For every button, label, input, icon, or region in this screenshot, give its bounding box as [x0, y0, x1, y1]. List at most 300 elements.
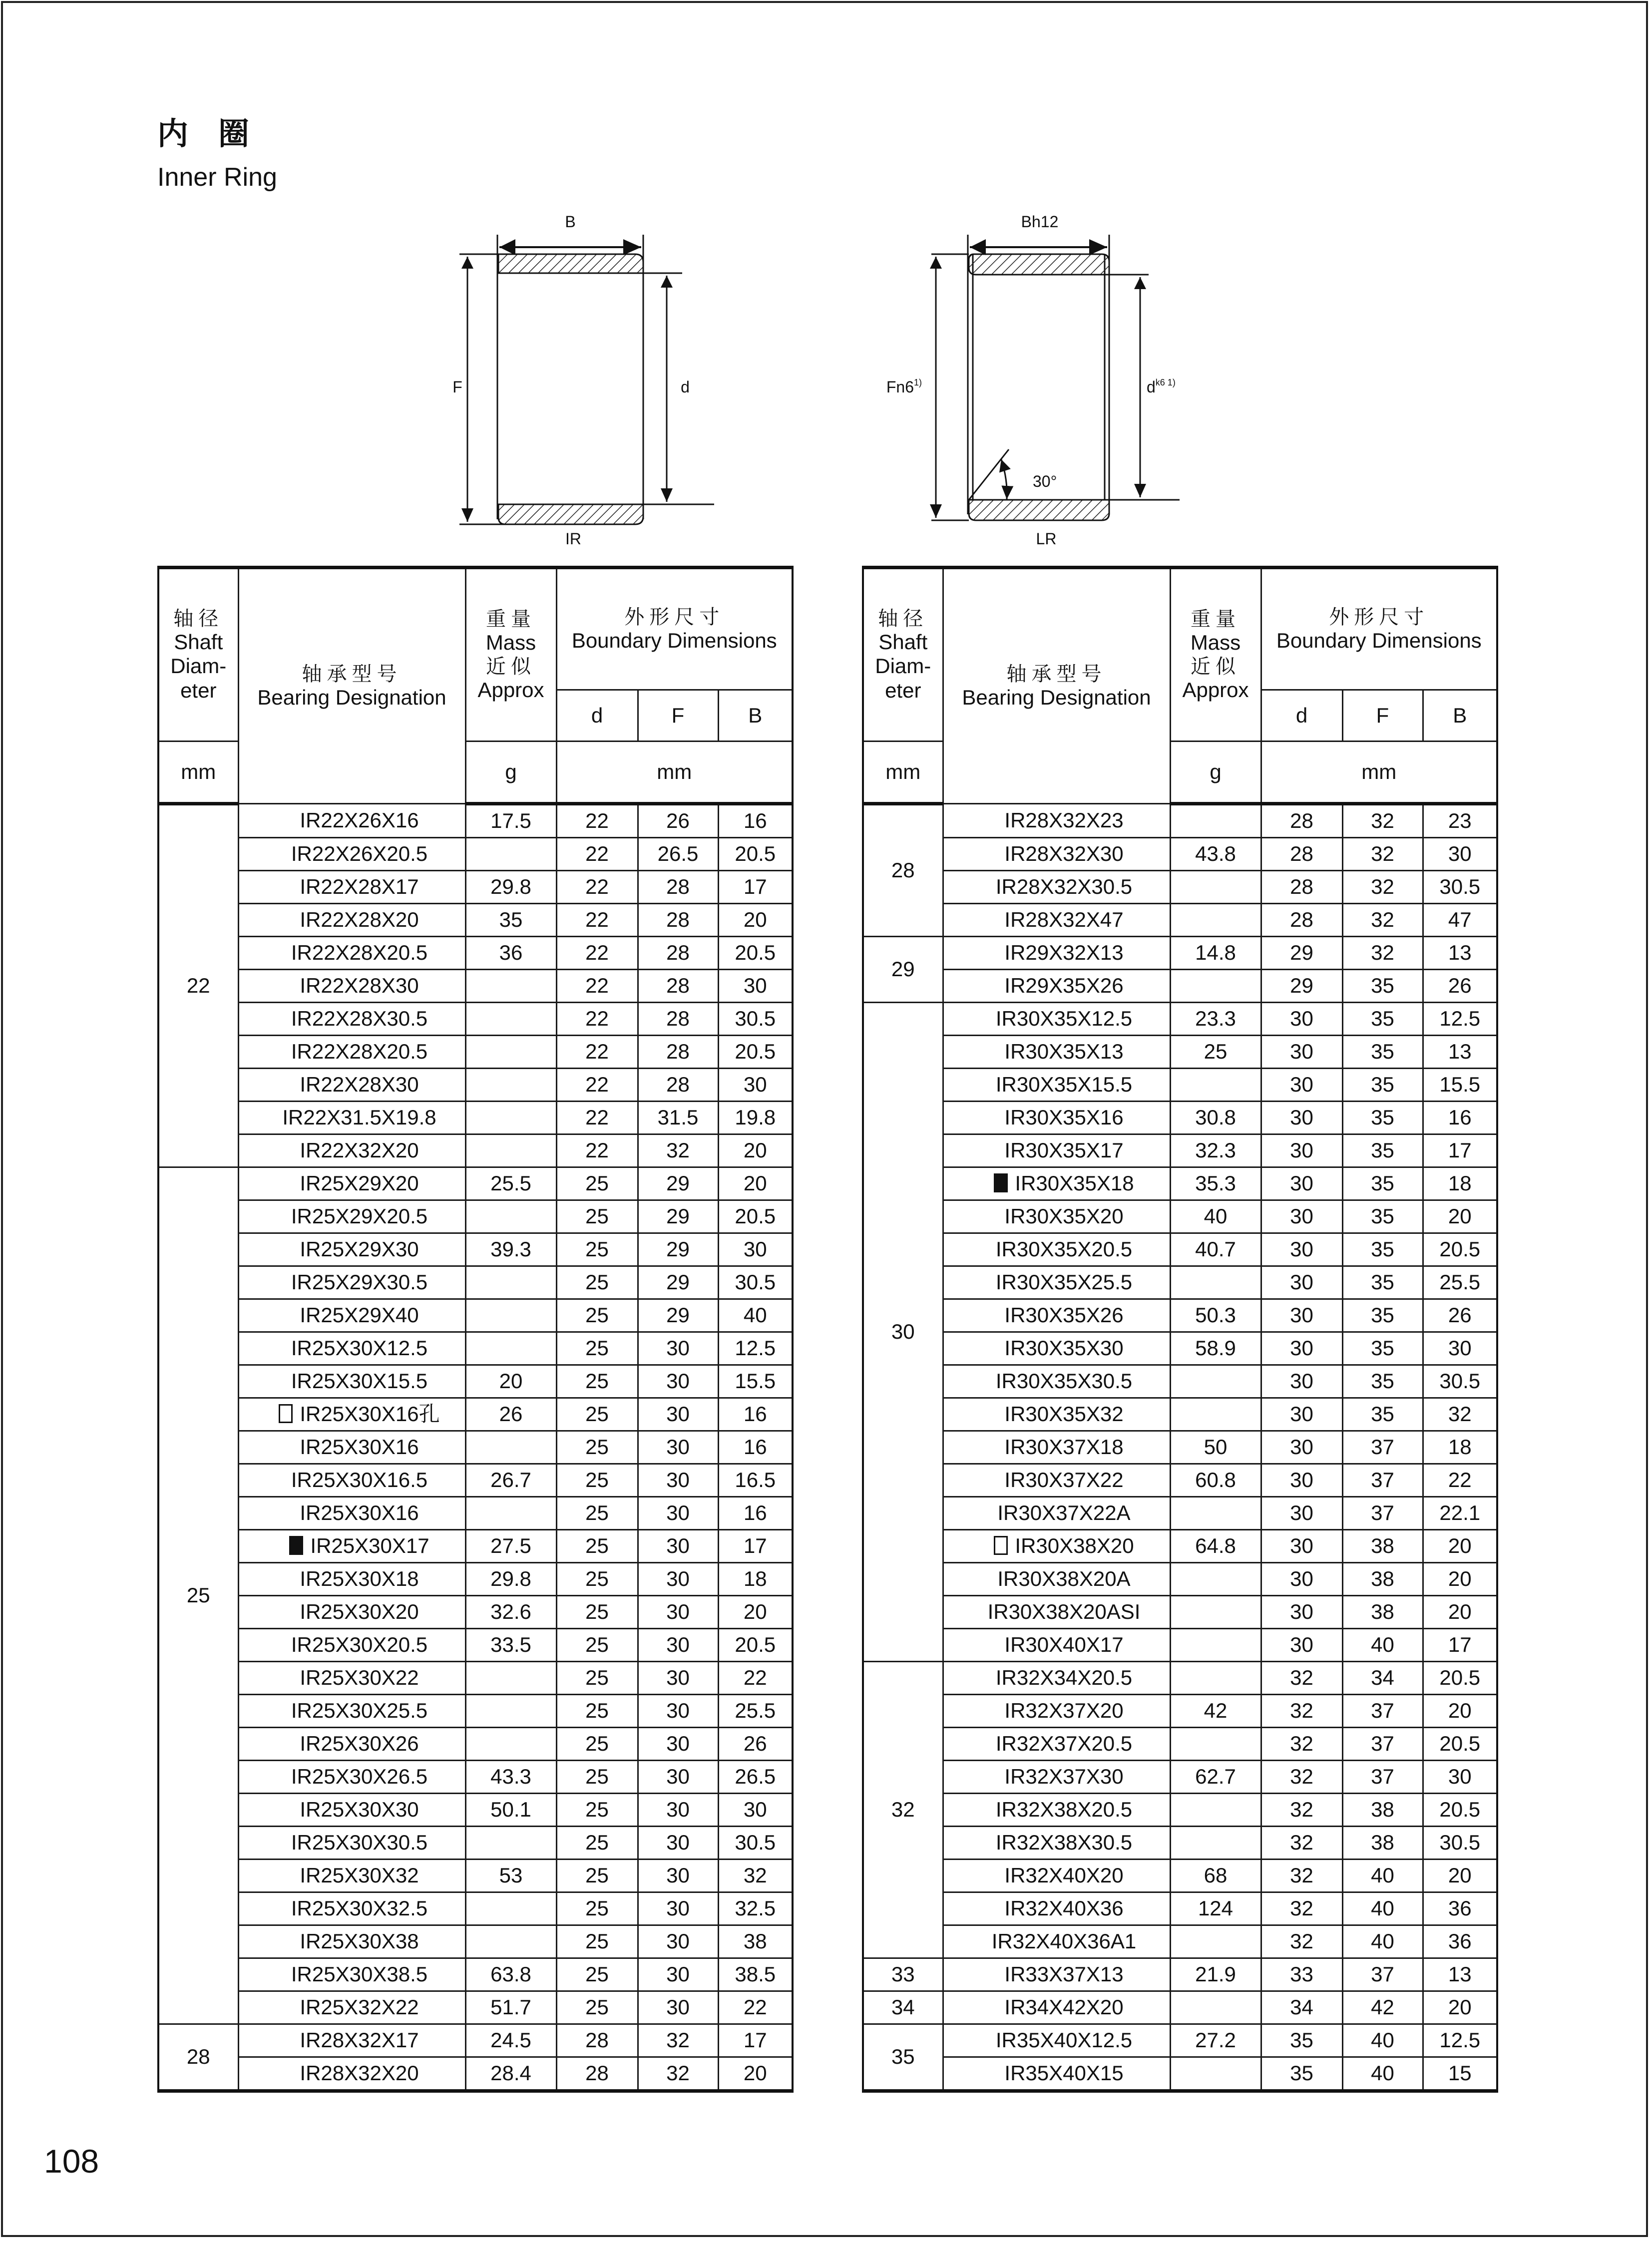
mass-cell: 27.5 — [465, 1530, 556, 1563]
table-row — [863, 1431, 1497, 1464]
mass-cell — [1170, 1991, 1261, 2024]
mass-cell — [1170, 1728, 1261, 1761]
designation-cell — [238, 1596, 465, 1629]
mass-cell: 21.9 — [1170, 1958, 1261, 1991]
designation-cell — [943, 1497, 1170, 1530]
f-cell: 40 — [1342, 2024, 1423, 2057]
designation-text: IR33X37X13 — [1004, 1962, 1124, 1986]
table-row — [863, 1794, 1497, 1827]
designation-text: IR25X30X38 — [300, 1929, 419, 1953]
f-cell: 32 — [1342, 937, 1423, 970]
f-cell: 35 — [1342, 1102, 1423, 1134]
f-cell: 30 — [638, 1332, 718, 1365]
b-cell: 38 — [718, 1925, 793, 1958]
lr-outer-diameter-label: Fn6$^{1)}$ — [886, 377, 922, 396]
mass-cell: 25 — [1170, 1036, 1261, 1069]
designation-text: IR30X35X30.5 — [995, 1369, 1133, 1393]
d-cell: 25 — [556, 1991, 638, 2024]
table-row — [863, 1629, 1497, 1662]
header-d: d — [556, 690, 638, 742]
b-cell: 17 — [718, 2024, 793, 2057]
lr-caption: LR — [1036, 530, 1057, 548]
hollow-square-icon — [279, 1404, 293, 1423]
mass-cell: 64.8 — [1170, 1530, 1261, 1563]
table-row — [863, 1497, 1497, 1530]
designation-text: IR25X29X20 — [300, 1171, 419, 1195]
b-cell: 17 — [1423, 1134, 1497, 1167]
shaft-diameter-cell: 33 — [863, 1958, 943, 1991]
table-row — [158, 2024, 793, 2057]
designation-text: IR34X42X20 — [1004, 1995, 1124, 2019]
header-B: B — [1423, 690, 1497, 742]
designation-cell — [238, 1860, 465, 1892]
header-F: F — [638, 690, 718, 742]
b-cell: 20 — [718, 1167, 793, 1200]
mass-cell: 50.3 — [1170, 1299, 1261, 1332]
d-cell: 32 — [1261, 1860, 1342, 1892]
f-cell: 30 — [638, 1365, 718, 1398]
mass-cell: 124 — [1170, 1892, 1261, 1925]
designation-cell — [943, 804, 1170, 838]
designation-cell — [238, 871, 465, 904]
designation-text: IR30X40X17 — [1004, 1633, 1124, 1657]
mass-cell — [465, 1662, 556, 1695]
lr-diagram — [886, 213, 1180, 548]
b-cell: 12.5 — [718, 1332, 793, 1365]
d-cell: 32 — [1261, 1794, 1342, 1827]
b-cell: 20.5 — [1423, 1728, 1497, 1761]
designation-text: IR30X38X20A — [997, 1567, 1131, 1591]
shaft-diameter-cell: 28 — [158, 2024, 238, 2091]
d-cell: 30 — [1261, 1003, 1342, 1036]
f-cell: 35 — [1342, 1398, 1423, 1431]
f-cell: 37 — [1342, 1728, 1423, 1761]
table-row — [863, 1200, 1497, 1233]
table-row — [863, 871, 1497, 904]
mass-cell — [465, 1695, 556, 1728]
mass-cell — [465, 1925, 556, 1958]
f-cell: 35 — [1342, 970, 1423, 1003]
d-cell: 30 — [1261, 1530, 1342, 1563]
f-cell: 30 — [638, 1794, 718, 1827]
f-cell: 31.5 — [638, 1102, 718, 1134]
table-row — [863, 1299, 1497, 1332]
table-row — [863, 1003, 1497, 1036]
f-cell: 28 — [638, 970, 718, 1003]
d-cell: 25 — [556, 1958, 638, 1991]
designation-cell — [238, 1102, 465, 1134]
designation-text: IR30X35X25.5 — [995, 1270, 1133, 1294]
ir-diagram — [452, 213, 714, 548]
designation-text: IR25X30X16 — [300, 1501, 419, 1525]
f-cell: 35 — [1342, 1167, 1423, 1200]
header-mass: 重量 Mass 近似 Approx — [1170, 568, 1261, 742]
f-cell: 32 — [638, 2057, 718, 2091]
d-cell: 30 — [1261, 1464, 1342, 1497]
table-row — [863, 838, 1497, 871]
header-bearing-designation: 轴承型号 Bearing Designation — [943, 568, 1170, 804]
designation-text: IR32X40X36 — [1004, 1896, 1124, 1920]
table-row — [158, 1069, 793, 1102]
b-cell: 15.5 — [718, 1365, 793, 1398]
d-cell: 25 — [556, 1860, 638, 1892]
designation-cell — [238, 1563, 465, 1596]
d-cell: 25 — [556, 1365, 638, 1398]
designation-cell — [238, 1991, 465, 2024]
designation-text: IR25X30X30.5 — [291, 1831, 428, 1855]
b-cell: 20 — [718, 2057, 793, 2091]
table-row — [158, 970, 793, 1003]
d-cell: 30 — [1261, 1497, 1342, 1530]
table-row — [158, 1925, 793, 1958]
mass-cell: 33.5 — [465, 1629, 556, 1662]
designation-cell — [238, 1662, 465, 1695]
designation-cell — [238, 838, 465, 871]
designation-text: IR32X37X20 — [1004, 1699, 1124, 1723]
designation-cell — [943, 1827, 1170, 1860]
f-cell: 30 — [638, 1464, 718, 1497]
f-cell: 38 — [1342, 1530, 1423, 1563]
d-cell: 25 — [556, 1398, 638, 1431]
table-row — [158, 1892, 793, 1925]
b-cell: 30 — [718, 1069, 793, 1102]
b-cell: 13 — [1423, 1958, 1497, 1991]
mass-cell: 58.9 — [1170, 1332, 1261, 1365]
filled-square-icon — [289, 1536, 303, 1555]
f-cell: 35 — [1342, 1134, 1423, 1167]
designation-text: IR25X29X40 — [300, 1303, 419, 1327]
d-cell: 30 — [1261, 1299, 1342, 1332]
d-cell: 30 — [1261, 1167, 1342, 1200]
table-row — [158, 1233, 793, 1266]
d-cell: 30 — [1261, 1233, 1342, 1266]
designation-cell — [943, 904, 1170, 937]
designation-text: IR25X30X25.5 — [291, 1699, 428, 1723]
b-cell: 30.5 — [1423, 1365, 1497, 1398]
f-cell: 32 — [1342, 871, 1423, 904]
designation-text: IR22X26X20.5 — [291, 842, 428, 866]
mass-cell — [1170, 1365, 1261, 1398]
designation-text: IR25X29X20.5 — [291, 1204, 428, 1228]
mass-cell — [465, 1003, 556, 1036]
header-F: F — [1342, 690, 1423, 742]
mass-cell — [1170, 1596, 1261, 1629]
table-row — [863, 1662, 1497, 1695]
table-row — [863, 1827, 1497, 1860]
mass-cell: 50.1 — [465, 1794, 556, 1827]
b-cell: 19.8 — [718, 1102, 793, 1134]
designation-cell — [943, 1991, 1170, 2024]
d-cell: 25 — [556, 1332, 638, 1365]
f-cell: 29 — [638, 1266, 718, 1299]
header-bearing-designation: 轴承型号 Bearing Designation — [238, 568, 465, 804]
d-cell: 28 — [1261, 871, 1342, 904]
designation-text: IR25X30X38.5 — [291, 1962, 428, 1986]
b-cell: 20 — [1423, 1860, 1497, 1892]
designation-cell — [943, 1069, 1170, 1102]
d-cell: 32 — [1261, 1695, 1342, 1728]
f-cell: 40 — [1342, 2057, 1423, 2091]
d-cell: 29 — [1261, 937, 1342, 970]
mass-cell: 25.5 — [465, 1167, 556, 1200]
d-cell: 22 — [556, 937, 638, 970]
designation-cell — [238, 1167, 465, 1200]
table-row — [158, 1794, 793, 1827]
table-row — [158, 1464, 793, 1497]
mass-cell — [1170, 1563, 1261, 1596]
designation-text: IR25X30X32 — [300, 1864, 419, 1887]
d-cell: 25 — [556, 1892, 638, 1925]
f-cell: 35 — [1342, 1003, 1423, 1036]
designation-cell — [943, 1925, 1170, 1958]
designation-cell — [238, 1629, 465, 1662]
table-row — [158, 1003, 793, 1036]
table-body — [158, 804, 793, 2091]
mass-cell: 62.7 — [1170, 1761, 1261, 1794]
f-cell: 35 — [1342, 1200, 1423, 1233]
f-cell: 28 — [638, 871, 718, 904]
designation-cell — [943, 1958, 1170, 1991]
designation-cell — [238, 1365, 465, 1398]
designation-text: IR28X32X20 — [300, 2061, 419, 2085]
b-cell: 30.5 — [1423, 871, 1497, 904]
table-row — [158, 1958, 793, 1991]
b-cell: 20.5 — [1423, 1794, 1497, 1827]
table-row — [863, 937, 1497, 970]
designation-text: IR25X30X16.5 — [291, 1468, 428, 1492]
designation-cell — [943, 1563, 1170, 1596]
b-cell: 17 — [718, 871, 793, 904]
f-cell: 26.5 — [638, 838, 718, 871]
table-row — [863, 1991, 1497, 2024]
mass-cell: 32.6 — [465, 1596, 556, 1629]
designation-text: IR30X35X30 — [1004, 1336, 1124, 1360]
designation-text: IR22X31.5X19.8 — [282, 1106, 436, 1129]
designation-cell — [943, 1596, 1170, 1629]
mass-cell — [1170, 2057, 1261, 2091]
table-row — [158, 1695, 793, 1728]
designation-text: IR22X28X20 — [300, 908, 419, 932]
b-cell: 30 — [1423, 1761, 1497, 1794]
d-cell: 22 — [556, 970, 638, 1003]
designation-text: IR25X30X20 — [300, 1600, 419, 1624]
mass-cell: 43.3 — [465, 1761, 556, 1794]
mass-cell — [1170, 1398, 1261, 1431]
designation-text: IR25X30X15.5 — [291, 1369, 428, 1393]
inner-ring-table-right — [862, 566, 1498, 2093]
designation-text: IR28X32X30 — [1004, 842, 1124, 866]
b-cell: 47 — [1423, 904, 1497, 937]
b-cell: 18 — [1423, 1431, 1497, 1464]
mass-cell: 60.8 — [1170, 1464, 1261, 1497]
f-cell: 32 — [638, 1134, 718, 1167]
table-row — [158, 1991, 793, 2024]
d-cell: 30 — [1261, 1563, 1342, 1596]
mass-cell: 24.5 — [465, 2024, 556, 2057]
mass-cell: 42 — [1170, 1695, 1261, 1728]
b-cell: 30 — [718, 970, 793, 1003]
designation-cell — [943, 1167, 1170, 1200]
table-row — [863, 1036, 1497, 1069]
designation-cell — [238, 1794, 465, 1827]
f-cell: 30 — [638, 1662, 718, 1695]
shaft-diameter-cell: 29 — [863, 937, 943, 1003]
d-cell: 25 — [556, 1827, 638, 1860]
designation-cell — [943, 1398, 1170, 1431]
d-cell: 30 — [1261, 1398, 1342, 1431]
b-cell: 16 — [718, 804, 793, 838]
mass-cell — [465, 1134, 556, 1167]
mass-cell — [465, 1827, 556, 1860]
b-cell: 20 — [718, 1596, 793, 1629]
table-row — [158, 1662, 793, 1695]
f-cell: 38 — [1342, 1794, 1423, 1827]
d-cell: 25 — [556, 1662, 638, 1695]
designation-cell — [943, 1003, 1170, 1036]
designation-cell — [238, 937, 465, 970]
mass-cell: 40 — [1170, 1200, 1261, 1233]
designation-text: IR25X30X12.5 — [291, 1336, 428, 1360]
mass-cell — [465, 1299, 556, 1332]
lr-inner-diameter-label: $d^{k6 1)}$ — [1147, 377, 1176, 396]
designation-cell — [943, 1332, 1170, 1365]
f-cell: 37 — [1342, 1431, 1423, 1464]
f-cell: 30 — [638, 1860, 718, 1892]
b-cell: 32 — [1423, 1398, 1497, 1431]
mass-cell: 63.8 — [465, 1958, 556, 1991]
designation-cell — [943, 1464, 1170, 1497]
table-row — [158, 1200, 793, 1233]
designation-cell — [238, 1134, 465, 1167]
designation-text: IR22X28X30.5 — [291, 1007, 428, 1031]
table-row — [863, 1069, 1497, 1102]
ir-outer-diameter-label: F — [452, 378, 462, 396]
designation-cell — [943, 1629, 1170, 1662]
d-cell: 30 — [1261, 1134, 1342, 1167]
designation-text: IR29X32X13 — [1004, 941, 1124, 965]
d-cell: 22 — [556, 871, 638, 904]
header-boundary-dimensions: 外形尺寸 Boundary Dimensions — [556, 568, 793, 690]
designation-cell — [238, 1497, 465, 1530]
b-cell: 18 — [718, 1563, 793, 1596]
table-row — [863, 1102, 1497, 1134]
table-row — [863, 1530, 1497, 1563]
table-body — [863, 804, 1497, 2091]
b-cell: 20 — [1423, 1530, 1497, 1563]
mass-cell: 40.7 — [1170, 1233, 1261, 1266]
table-row — [863, 1925, 1497, 1958]
f-cell: 30 — [638, 1629, 718, 1662]
table-row — [158, 1167, 793, 1200]
b-cell: 13 — [1423, 1036, 1497, 1069]
d-cell: 25 — [556, 1431, 638, 1464]
shaft-diameter-cell: 34 — [863, 1991, 943, 2024]
mass-cell — [465, 1102, 556, 1134]
b-cell: 22 — [718, 1991, 793, 2024]
b-cell: 32.5 — [718, 1892, 793, 1925]
d-cell: 25 — [556, 1530, 638, 1563]
designation-cell — [238, 1069, 465, 1102]
table-row — [158, 1134, 793, 1167]
table-row — [863, 1695, 1497, 1728]
d-cell: 30 — [1261, 1102, 1342, 1134]
designation-suffix: 孔 — [418, 1402, 440, 1427]
designation-text: IR32X34X20.5 — [995, 1666, 1133, 1690]
f-cell: 40 — [1342, 1629, 1423, 1662]
b-cell: 15 — [1423, 2057, 1497, 2091]
designation-text: IR28X32X47 — [1004, 908, 1124, 932]
d-cell: 22 — [556, 904, 638, 937]
designation-cell — [943, 2057, 1170, 2091]
mass-cell — [1170, 871, 1261, 904]
designation-cell — [943, 1365, 1170, 1398]
designation-text: IR32X37X20.5 — [995, 1732, 1133, 1756]
table-row — [863, 1332, 1497, 1365]
f-cell: 30 — [638, 1958, 718, 1991]
table-row — [158, 1530, 793, 1563]
d-cell: 25 — [556, 1266, 638, 1299]
table-row — [863, 1728, 1497, 1761]
d-cell: 22 — [556, 1102, 638, 1134]
b-cell: 18 — [1423, 1167, 1497, 1200]
designation-cell — [238, 804, 465, 838]
designation-cell — [943, 1530, 1170, 1563]
designation-cell — [943, 1761, 1170, 1794]
b-cell: 36 — [1423, 1892, 1497, 1925]
mass-cell — [1170, 1827, 1261, 1860]
d-cell: 30 — [1261, 1596, 1342, 1629]
table-row — [158, 1596, 793, 1629]
designation-text: IR25X30X32.5 — [291, 1896, 428, 1920]
b-cell: 20 — [1423, 1596, 1497, 1629]
f-cell: 30 — [638, 1892, 718, 1925]
table-row — [158, 1497, 793, 1530]
designation-cell — [238, 1036, 465, 1069]
designation-text: IR25X30X16 — [300, 1435, 419, 1459]
inner-ring-table-left — [157, 566, 794, 2093]
f-cell: 32 — [1342, 804, 1423, 838]
table-row — [863, 904, 1497, 937]
b-cell: 16 — [1423, 1102, 1497, 1134]
designation-text: IR32X38X30.5 — [995, 1831, 1133, 1855]
f-cell: 30 — [638, 1728, 718, 1761]
designation-text: IR22X26X16 — [300, 808, 419, 832]
mass-cell: 26.7 — [465, 1464, 556, 1497]
designation-text: IR25X32X22 — [300, 1995, 419, 2019]
designation-cell — [238, 1958, 465, 1991]
hollow-square-icon — [994, 1536, 1008, 1555]
designation-cell — [238, 904, 465, 937]
mass-cell: 35 — [465, 904, 556, 937]
table-row — [863, 2024, 1497, 2057]
designation-text: IR30X35X20.5 — [995, 1237, 1133, 1261]
table-row — [863, 1860, 1497, 1892]
b-cell: 26.5 — [718, 1761, 793, 1794]
mass-cell: 14.8 — [1170, 937, 1261, 970]
designation-text: IR30X35X15.5 — [995, 1073, 1133, 1097]
designation-cell — [238, 1332, 465, 1365]
d-cell: 30 — [1261, 1200, 1342, 1233]
mass-cell: 39.3 — [465, 1233, 556, 1266]
filled-square-icon — [994, 1173, 1008, 1192]
designation-cell — [238, 1695, 465, 1728]
designation-cell — [238, 1530, 465, 1563]
mass-cell — [465, 1431, 556, 1464]
designation-text: IR22X32X20 — [300, 1138, 419, 1162]
f-cell: 35 — [1342, 1299, 1423, 1332]
lr-chamfer-angle-label: 30° — [1033, 472, 1057, 490]
designation-cell — [943, 1892, 1170, 1925]
